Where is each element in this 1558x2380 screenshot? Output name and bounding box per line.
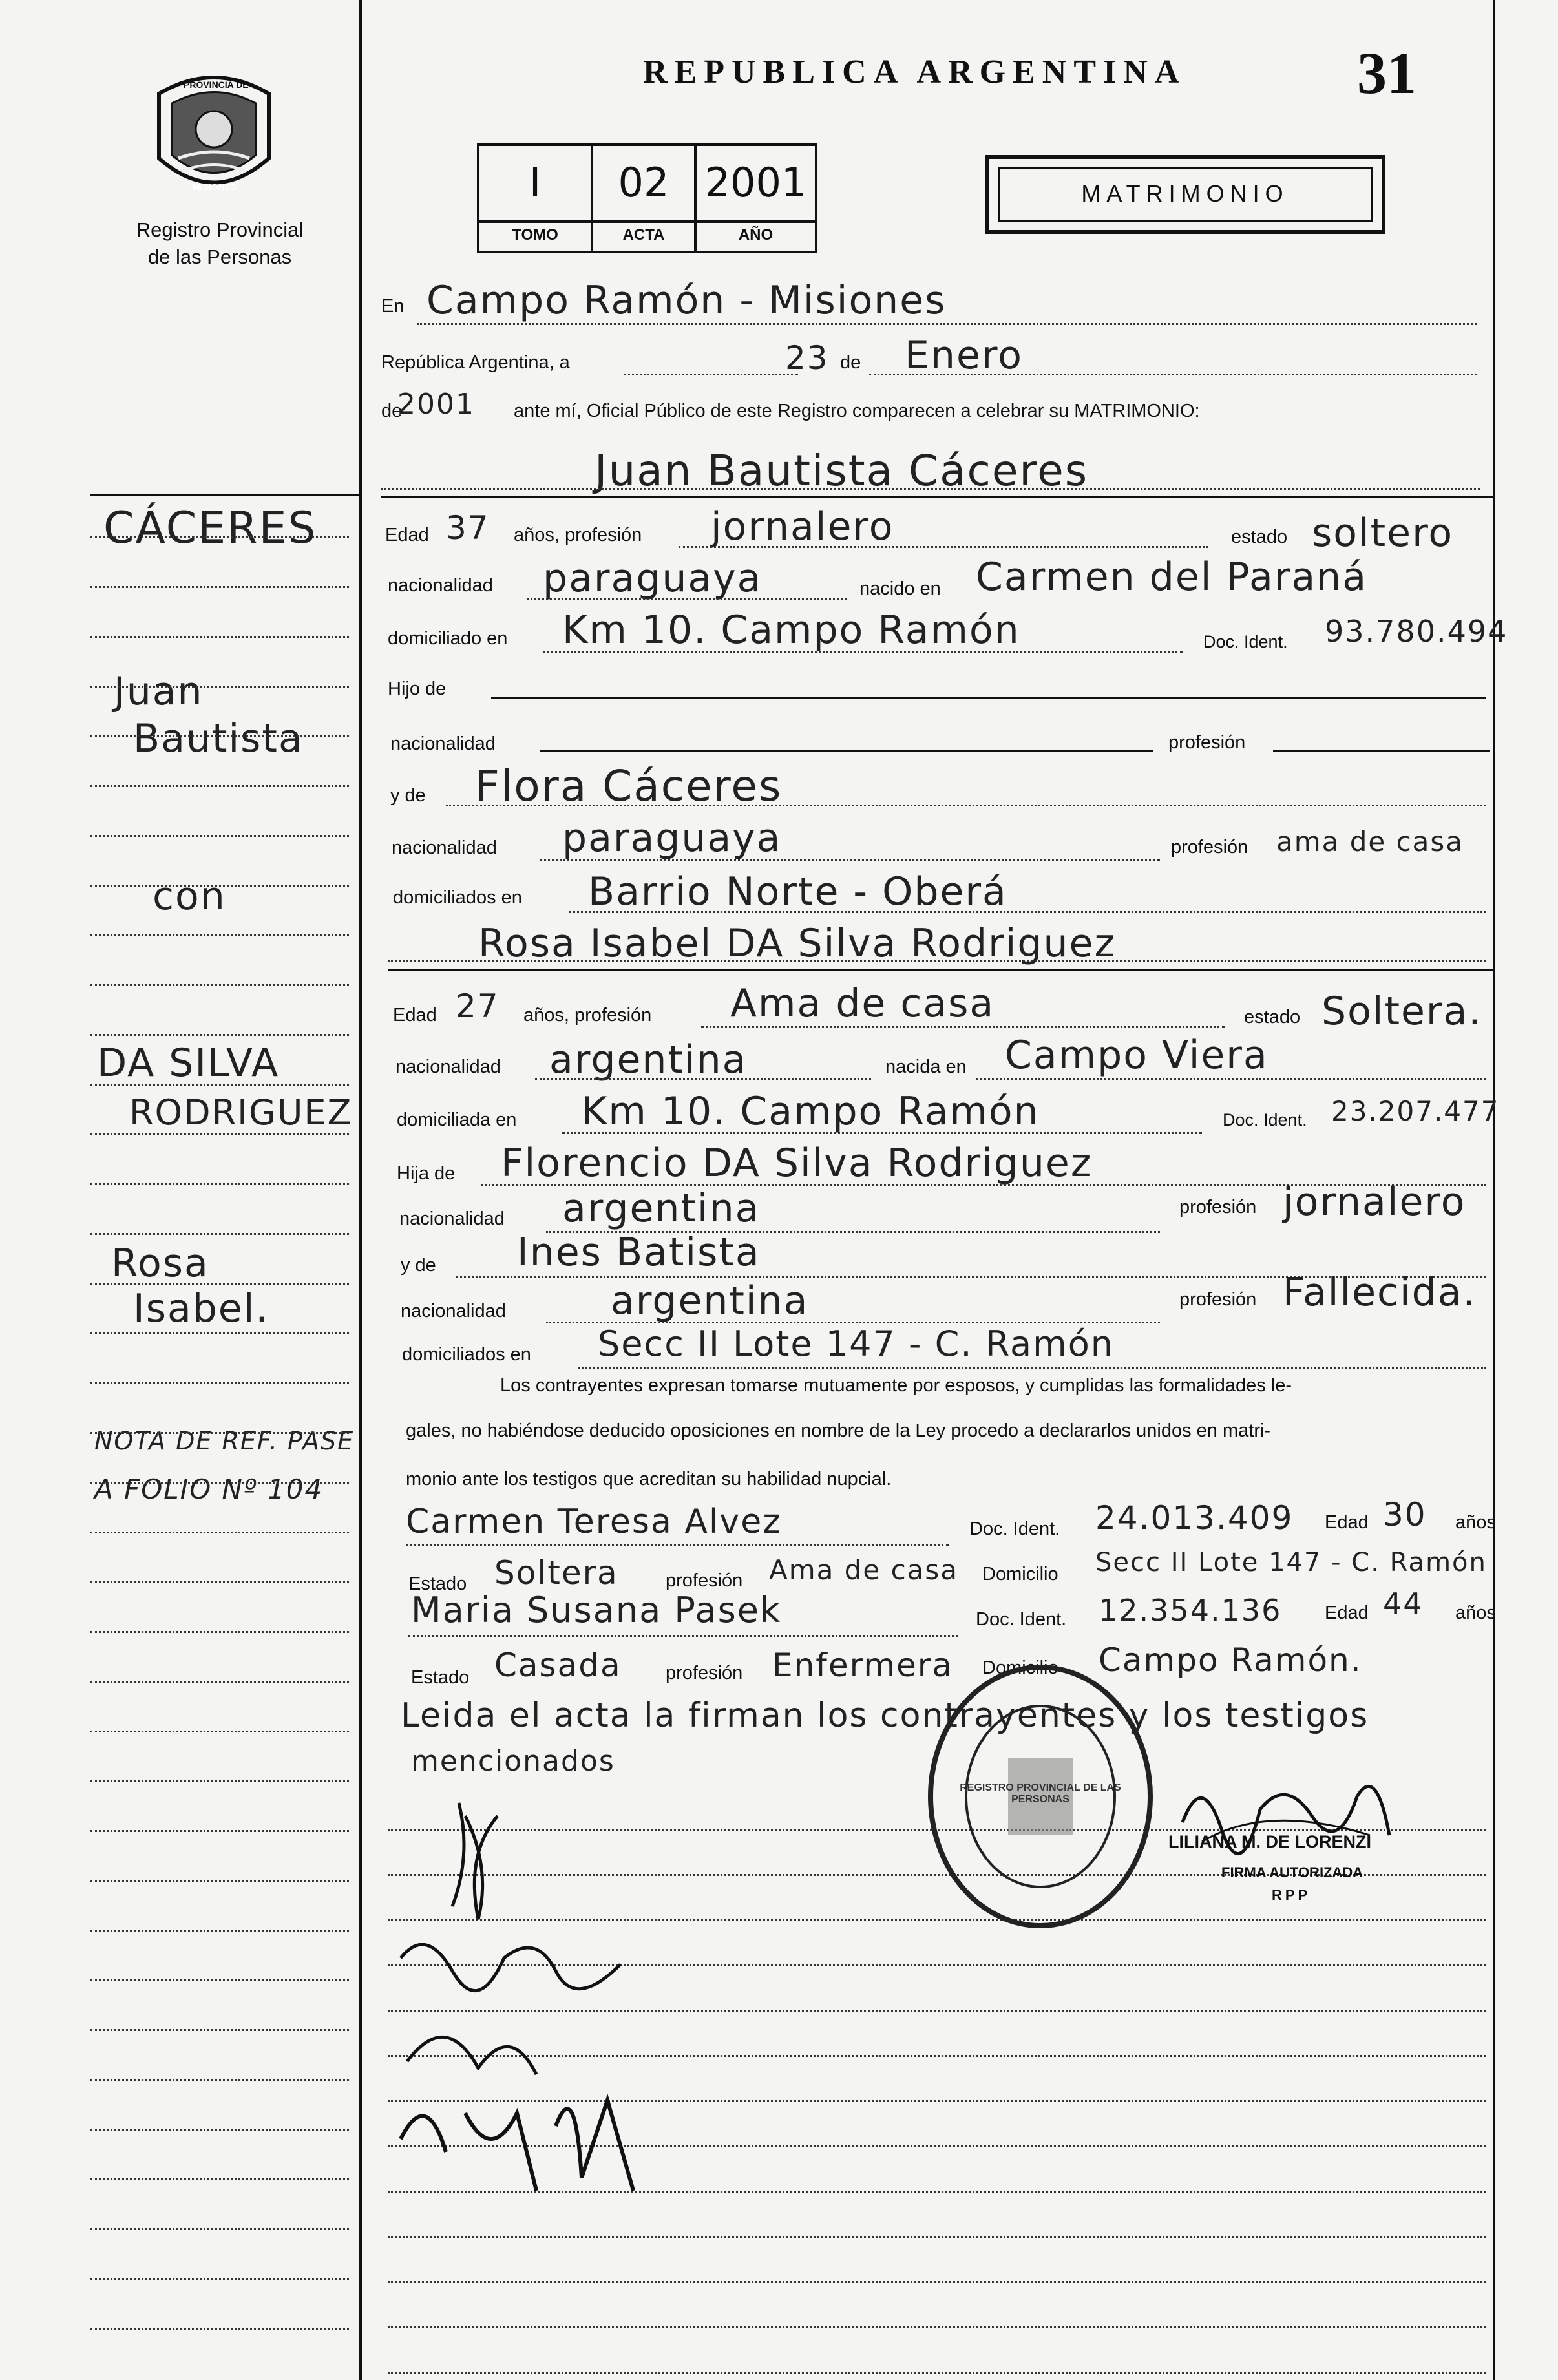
bride-full-name: Rosa Isabel DA Silva Rodriguez (478, 921, 1116, 966)
signature-rule (388, 2372, 1486, 2374)
bride-padre-nacionalidad: argentina (562, 1186, 761, 1231)
emblem (153, 68, 275, 207)
groom-madre-profesion-label: profesión (1171, 837, 1248, 858)
bride-name-line (388, 960, 1486, 962)
margin-rule (90, 636, 349, 638)
margin-rule (90, 1731, 349, 1732)
margin-rule (90, 1581, 349, 1583)
margin-rule (90, 1780, 349, 1782)
registry-name-line1: Registro Provincial (136, 218, 304, 241)
margin-rule (90, 1283, 349, 1285)
margin-rule (90, 735, 349, 737)
margin-rule (90, 536, 349, 538)
witness1-profesion-label: profesión (666, 1570, 743, 1591)
bride-nacida-label: nacida en (885, 1057, 967, 1077)
act-type-label: MATRIMONIO (1081, 180, 1289, 207)
groom-doc-label: Doc. Ident. (1203, 632, 1288, 651)
groom-madre-nacionalidad-line (540, 859, 1160, 861)
official-title: FIRMA AUTORIZADA (1221, 1864, 1363, 1880)
bride-madre-nacionalidad-label: nacionalidad (401, 1301, 506, 1322)
bride-profesion: Ama de casa (730, 981, 995, 1026)
margin-rule (90, 984, 349, 986)
witness2-estado-label: Estado (411, 1667, 470, 1688)
witness2-edad: 44 (1383, 1586, 1424, 1621)
bride-padre-nacionalidad-label: nacionalidad (399, 1208, 505, 1229)
groom-name-line (381, 488, 1480, 490)
bride-nacionalidad: argentina (549, 1037, 748, 1082)
groom-profesion: jornalero (711, 504, 894, 549)
witness2-doc: 12.354.136 (1099, 1593, 1282, 1628)
witness2-name-line (408, 1635, 958, 1637)
de-label-2: de (381, 401, 403, 421)
groom-padre-profesion-label: profesión (1168, 732, 1246, 753)
witness1-estado-label: Estado (408, 1574, 467, 1594)
groom-nacido-en: Carmen del Paraná (976, 554, 1367, 600)
margin-rule (90, 2079, 349, 2081)
margin-rule (90, 2328, 349, 2330)
party-signatures (388, 1777, 840, 2229)
groom-nacionalidad: paraguaya (543, 556, 763, 601)
groom-padre-profesion-line (1273, 750, 1490, 752)
witness1-doc-label: Doc. Ident. (969, 1519, 1060, 1539)
bride-madre-profesion-label: profesión (1179, 1289, 1257, 1310)
signature-rule (388, 2236, 1486, 2238)
groom-yde-label: y de (390, 785, 426, 806)
bride-nacionalidad-line (535, 1078, 871, 1080)
witness1-estado: Soltera (494, 1554, 618, 1592)
groom-estado: soltero (1312, 511, 1454, 556)
bride-madre: Ines Batista (517, 1230, 761, 1275)
witness2-profesion: Enfermera (772, 1647, 953, 1684)
bride-edad: 27 (456, 987, 500, 1025)
bride-madre-profesion: Fallecida. (1283, 1270, 1477, 1315)
bride-hija-label: Hija de (397, 1163, 456, 1184)
groom-doc: 93.780.494 (1325, 614, 1508, 649)
groom-hijo-label: Hijo de (388, 679, 447, 699)
witness1-doc: 24.013.409 (1095, 1499, 1294, 1537)
bride-edad-label: Edad (393, 1005, 437, 1026)
emblem-bottom-text: MISIONES (193, 182, 237, 192)
declaration-line1: Los contrayentes expresan tomarse mutuamente por esposos, y cumplidas las formalidades le- (500, 1375, 1292, 1396)
box-inner-hline (479, 220, 815, 223)
margin-rule (90, 686, 349, 688)
margin-top-rule (90, 494, 359, 496)
margin-rule (90, 1532, 349, 1533)
witness2-doc-label: Doc. Ident. (976, 1609, 1067, 1630)
official-name: LILIANA M. DE LORENZI (1168, 1832, 1371, 1851)
margin-rule (90, 934, 349, 936)
bride-nacionalidad-label: nacionalidad (395, 1057, 501, 1077)
margin-note-line2: A FOLIO Nº 104 (94, 1473, 324, 1505)
groom-nacido-label: nacido en (859, 578, 941, 599)
witness1-name: Carmen Teresa Alvez (406, 1502, 782, 1541)
bride-domicilio-line (562, 1132, 1202, 1134)
right-border-line (1493, 0, 1495, 2380)
groom-padre-nacionalidad-line (540, 750, 1153, 752)
bride-estado-label: estado (1244, 1007, 1301, 1027)
witness2-domicilio: Campo Ramón. (1099, 1641, 1362, 1679)
witness1-domicilio-label: Domicilio (982, 1564, 1058, 1585)
groom-madre-profesion: ama de casa (1276, 826, 1464, 858)
day-value: 23 (785, 339, 829, 377)
witness2-profesion-label: profesión (666, 1663, 743, 1683)
bride-doc: 23.207.477 (1331, 1095, 1500, 1127)
tome-acta-year-box (477, 143, 817, 253)
act-type-box (985, 155, 1385, 234)
witness1-edad-label: Edad (1325, 1512, 1369, 1533)
bride-nacida-line (976, 1078, 1486, 1080)
witness2-name: Maria Susana Pasek (411, 1590, 782, 1630)
ano-value: 2001 (704, 159, 807, 206)
official-stamp (924, 1661, 1157, 1932)
witness1-edad: 30 (1383, 1496, 1427, 1533)
bride-section-rule (388, 969, 1493, 971)
place-line (417, 323, 1477, 325)
declaration-line3: monio ante los testigos que acreditan su habilidad nupcial. (406, 1469, 892, 1490)
bride-doc-label: Doc. Ident. (1223, 1110, 1307, 1130)
bride-padre-profesion: jornalero (1283, 1179, 1466, 1225)
bride-domiciliados-label: domiciliados en (402, 1344, 531, 1365)
margin-given-bride-2: Isabel. (133, 1286, 269, 1331)
margin-rule (90, 1631, 349, 1633)
handwritten-signatures-icon (388, 1777, 840, 2229)
bride-domiciliada-label: domiciliada en (397, 1110, 517, 1130)
signature-rule (388, 2326, 1486, 2328)
witness2-domicilio-label: Domicilio (982, 1658, 1058, 1678)
acta-label: ACTA (622, 226, 665, 244)
groom-madre: Flora Cáceres (475, 761, 783, 811)
margin-rule (90, 1233, 349, 1235)
margin-rule (90, 1880, 349, 1882)
republica-label: República Argentina, a (381, 352, 570, 373)
witness2-estado: Casada (494, 1647, 622, 1684)
margin-rule (90, 1681, 349, 1683)
margin-given-bride-1: Rosa (111, 1241, 209, 1286)
groom-padres-domicilio: Barrio Norte - Oberá (588, 869, 1007, 914)
margin-rule (90, 835, 349, 837)
groom-nacionalidad-label: nacionalidad (388, 575, 493, 596)
margin-rule (90, 1432, 349, 1434)
margin-given-groom-1: Juan (114, 669, 204, 714)
margin-rule (90, 2029, 349, 2031)
margin-rule (90, 1183, 349, 1185)
margin-note-line1: NOTA DE REF. PASE (94, 1427, 355, 1455)
groom-domiciliados-label: domiciliados en (393, 887, 522, 908)
signature-rule (388, 2281, 1486, 2283)
stamp-text: REGISTRO PROVINCIAL DE LAS PERSONAS (960, 1782, 1121, 1805)
registry-name-line2: de las Personas (147, 246, 292, 268)
groom-hijo-line (491, 697, 1486, 699)
bride-anos-profesion-label: años, profesión (523, 1005, 652, 1026)
year-value: 2001 (397, 388, 475, 421)
groom-madre-nacionalidad-label: nacionalidad (392, 837, 497, 858)
margin-rule (90, 1482, 349, 1484)
margin-rule (90, 1133, 349, 1135)
margin-rule (90, 2278, 349, 2280)
bride-estado: Soltera. (1321, 989, 1482, 1034)
bride-yde-label: y de (401, 1255, 436, 1276)
tomo-label: TOMO (512, 226, 558, 244)
margin-surname-bride-2: RODRIGUEZ (129, 1092, 353, 1133)
groom-domiciliado-label: domiciliado en (388, 628, 508, 649)
official-signature (1163, 1758, 1409, 1874)
bride-padre-profesion-label: profesión (1179, 1197, 1257, 1217)
margin-rule (90, 785, 349, 787)
country-heading: REPUBLICA ARGENTINA (643, 54, 1186, 90)
margin-rule (90, 1979, 349, 1981)
margin-rule (90, 2228, 349, 2230)
groom-anos-profesion-label: años, profesión (514, 525, 642, 545)
month-value: Enero (905, 333, 1023, 378)
groom-domicilio: Km 10. Campo Ramón (562, 607, 1020, 653)
margin-rule (90, 885, 349, 887)
groom-domicilio-line (543, 651, 1183, 653)
witness1-name-line (406, 1544, 949, 1546)
witness1-anos-label: años (1455, 1512, 1496, 1533)
groom-padre-nacionalidad-label: nacionalidad (390, 733, 496, 754)
tomo-value: I (529, 159, 542, 206)
emblem-top-text: PROVINCIA DE (184, 79, 249, 90)
bride-padre: Florencio DA Silva Rodriguez (501, 1141, 1093, 1186)
groom-padres-domicilio-line (569, 911, 1486, 913)
margin-rule (90, 1034, 349, 1036)
page-divider-line (359, 0, 362, 2380)
groom-edad-label: Edad (385, 525, 429, 545)
bride-nacida-en: Campo Viera (1005, 1033, 1269, 1078)
bride-madre-nacionalidad: argentina (611, 1278, 809, 1323)
margin-rule (90, 1382, 349, 1384)
groom-madre-line (446, 805, 1486, 806)
margin-rule (90, 1930, 349, 1932)
margin-rule (90, 2178, 349, 2180)
witness1-profesion: Ama de casa (769, 1554, 959, 1586)
month-line (869, 374, 1477, 375)
groom-profesion-line (679, 546, 1208, 548)
margin-surname-bride-1: DA SILVA (97, 1040, 280, 1086)
witness2-edad-label: Edad (1325, 1603, 1369, 1623)
margin-rule (90, 1084, 349, 1086)
margin-rule (90, 1830, 349, 1832)
day-line (624, 374, 798, 375)
margin-rule (90, 586, 349, 588)
official-org: RPP (1272, 1887, 1311, 1903)
groom-nacionalidad-line (527, 598, 847, 600)
margin-rule (90, 1332, 349, 1334)
bride-padres-domicilio-line (578, 1367, 1486, 1369)
folio-number: 31 (1357, 40, 1416, 106)
bride-padres-domicilio: Secc II Lote 147 - C. Ramón (598, 1323, 1115, 1364)
margin-rule (90, 2129, 349, 2131)
declaration-line2: gales, no habiéndose deducido oposiciones en nombre de la Ley procedo a declararlos unidos en matri- (406, 1420, 1271, 1441)
margin-surname-groom: CÁCERES (103, 503, 317, 554)
closing-line1: Leida el acta la firman los contrayentes y los testigos (401, 1696, 1369, 1735)
en-label: En (381, 296, 405, 317)
de-label: de (840, 352, 861, 373)
official-signature-scribble-icon (1163, 1758, 1409, 1874)
bride-domicilio: Km 10. Campo Ramón (582, 1089, 1040, 1134)
witness1-domicilio: Secc II Lote 147 - C. Ramón (1095, 1548, 1487, 1577)
ante-text: ante mí, Oficial Público de este Registro comparecen a celebrar su MATRIMONIO: (514, 401, 1200, 421)
witness2-anos-label: años (1455, 1603, 1496, 1623)
groom-madre-nacionalidad: paraguaya (562, 816, 782, 861)
groom-full-name: Juan Bautista Cáceres (595, 446, 1089, 496)
margin-given-groom-2: Bautista (133, 716, 304, 761)
margin-connector: con (153, 874, 226, 919)
groom-edad: 37 (446, 509, 490, 547)
place-value: Campo Ramón - Misiones (426, 278, 947, 323)
groom-estado-label: estado (1231, 527, 1288, 547)
ano-label: AÑO (738, 226, 774, 244)
acta-value: 02 (618, 159, 669, 206)
bride-profesion-line (701, 1026, 1225, 1028)
groom-section-rule (381, 496, 1493, 498)
closing-line2: mencionados (411, 1745, 615, 1778)
